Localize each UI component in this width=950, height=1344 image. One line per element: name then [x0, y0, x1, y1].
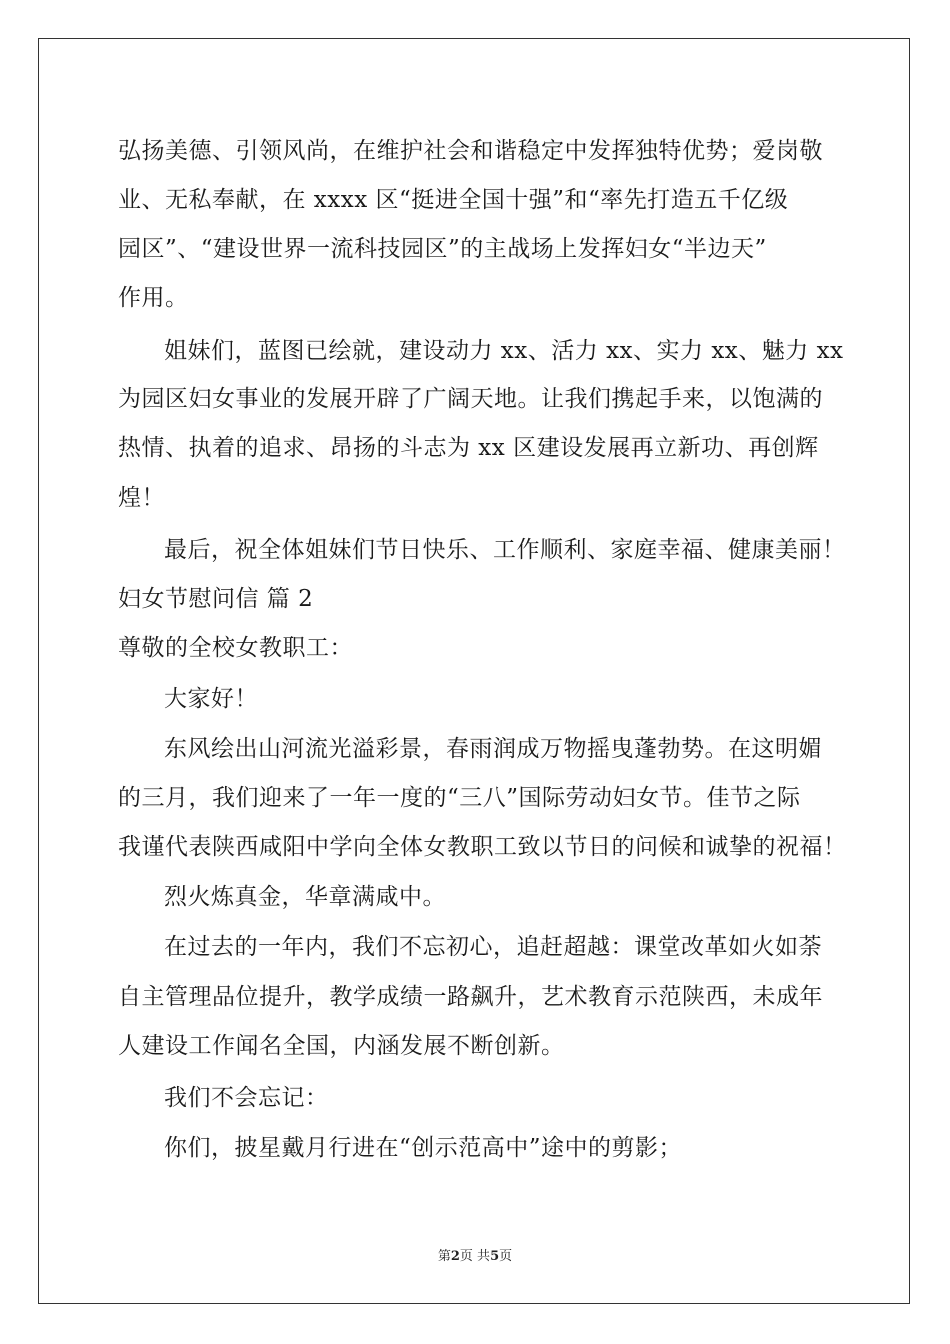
paragraph-line: 姐妹们，蓝图已绘就，建设动力 xx、活力 xx、实力 xx、魅力 xx [164, 338, 844, 364]
paragraph-line: 在过去的一年内，我们不忘初心，追赶超越：课堂改革如火如荼 [164, 934, 822, 960]
page-frame [38, 38, 910, 1304]
paragraph-line: 人建设工作闻名全国，内涵发展不断创新。 [118, 1033, 565, 1059]
page-number-footer [0, 1248, 950, 1266]
paragraph-line: 的三月，我们迎来了一年一度的“三八”国际劳动妇女节。佳节之际 [118, 785, 801, 811]
greeting: 大家好！ [164, 686, 258, 712]
page-prefix: 第 [437, 1249, 451, 1264]
paragraph-line: 业、无私奉献，在 xxxx 区“挺进全国十强”和“率先打造五千亿级 [118, 187, 789, 213]
paragraph-line: 我谨代表陕西咸阳中学向全体女教职工致以节日的问候和诚挚的祝福！ [118, 834, 847, 860]
current-page-number: 2 [450, 1249, 460, 1264]
paragraph-line: 为园区妇女事业的发展开辟了广阔天地。让我们携起手来，以饱满的 [118, 386, 823, 412]
page-suffix: 页 [499, 1249, 513, 1264]
paragraph-line: 我们不会忘记： [164, 1085, 329, 1111]
salutation: 尊敬的全校女教职工： [118, 635, 353, 661]
paragraph-line: 烈火炼真金，华章满咸中。 [164, 884, 446, 910]
paragraph-line: 热情、执着的追求、昂扬的斗志为 xx 区建设发展再立新功、再创辉 [118, 435, 819, 461]
paragraph-line: 园区”、“建设世界一流科技园区”的主战场上发挥妇女“半边天” [118, 236, 767, 262]
paragraph-line: 最后，祝全体姐妹们节日快乐、工作顺利、家庭幸福、健康美丽！ [164, 537, 846, 563]
section-heading: 妇女节慰问信 篇 2 [118, 586, 314, 612]
paragraph-line: 自主管理品位提升，教学成绩一路飙升，艺术教育示范陕西，未成年 [118, 984, 823, 1010]
paragraph-line: 你们，披星戴月行进在“创示范高中”途中的剪影； [164, 1135, 683, 1161]
page-mid: 页 共 [459, 1249, 491, 1264]
total-pages-number: 5 [490, 1249, 500, 1264]
paragraph-line: 弘扬美德、引领风尚，在维护社会和谐稳定中发挥独特优势；爱岗敬 [118, 138, 823, 164]
paragraph-line: 作用。 [118, 285, 189, 311]
paragraph-line: 东风绘出山河流光溢彩景，春雨润成万物摇曳蓬勃势。在这明媚 [164, 736, 822, 762]
paragraph-line: 煌！ [118, 485, 165, 511]
